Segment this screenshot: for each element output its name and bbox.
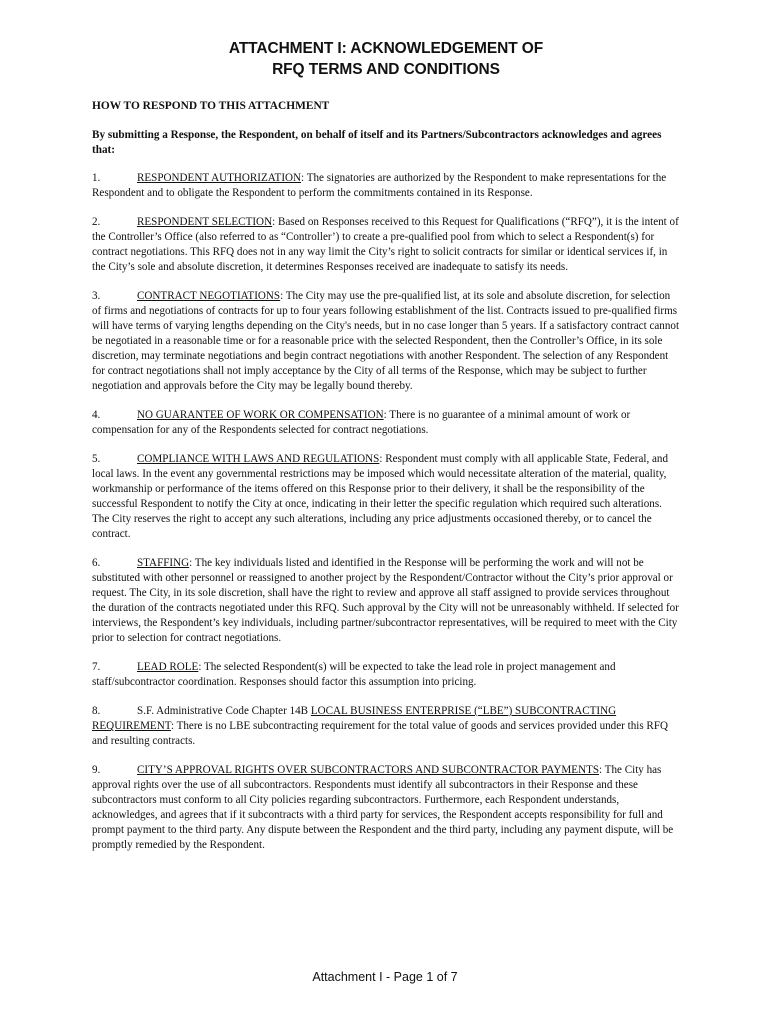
section-body: : There is no LBE subcontracting requirement for the total value of goods and services provided under this RFQ and resulting contracts.: [92, 720, 668, 747]
instructions-heading: HOW TO RESPOND TO THIS ATTACHMENT: [92, 100, 330, 112]
page-footer: Attachment I - Page 1 of 7: [312, 970, 458, 984]
section-heading: CITY’S APPROVAL RIGHTS OVER SUBCONTRACTORS AND SUBCONTRACTOR PAYMENTS: [137, 764, 600, 776]
section-3: [92, 289, 680, 394]
section-body: : The City may use the pre-qualified list, at its sole and absolute discretion, for selection of firms and negotiations of contracts for up to four years following establishment of the list. Contracts issued to pre-qualified firms will have terms of varying lengths depending on the City's needs, but in no case longer than 5 years. If a satisfactory contract cannot be negotiated in a reasonable time or for a reasonable price with the selected Respondent, then the Controller’s Office, in its sole discretion, may terminate negotiations and begin contract negotiations with another Respondent. The selection of any Respondent for contract negotiations shall not imply acceptance by the City of all terms of the Response, which may be subject to further negotiation and approvals before the City may be legally bound thereby.: [92, 290, 680, 392]
title-line-1: ATTACHMENT I: ACKNOWLEDGEMENT OF: [228, 40, 544, 57]
section-heading: CONTRACT NEGOTIATIONS: [137, 290, 281, 302]
section-number: 2.: [92, 216, 101, 228]
section-body: : The City has approval rights over the use of all subcontractors. Respondents must identify all subcontractors in their Response and these subcontractors must conform to all City policies regarding subcontractors. Furthermore, each Respondent understands, acknowledges, and agrees that if it subcontracts with a third party for services, the Respondent accepts responsibility for full and prompt payment to the third party. Any dispute between the Respondent and the third party, including any payment dispute, will be promptly remedied by the Respondent.: [92, 764, 674, 851]
section-number: 1.: [92, 172, 101, 184]
section-heading: STAFFING: [137, 557, 190, 569]
section-1: [92, 171, 680, 201]
section-2: [92, 215, 680, 275]
intro-paragraph: By submitting a Response, the Respondent, on behalf of itself and its Partners/Subcontractors acknowledges and agrees that:: [92, 129, 662, 156]
section-number: 7.: [92, 661, 101, 673]
section-body: : The signatories are authorized by the Respondent to make representations for the Respondent and to obligate the Respondent to perform the commitments contained in its Response.: [92, 172, 667, 199]
section-prefix: S.F. Administrative Code Chapter 14B: [137, 705, 311, 717]
section-4: [92, 408, 680, 438]
section-heading: LOCAL BUSINESS ENTERPRISE (“LBE”) SUBCONTRACTING REQUIREMENT: [92, 705, 617, 732]
section-body: : The selected Respondent(s) will be expected to take the lead role in project management and staff/subcontractor coordination. Responses should factor this assumption into pricing.: [92, 661, 616, 688]
section-number: 5.: [92, 453, 101, 465]
section-number: 3.: [92, 290, 101, 302]
section-7: [92, 660, 680, 690]
section-heading: RESPONDENT AUTHORIZATION: [137, 172, 302, 184]
section-body: : Based on Responses received to this Request for Qualifications (“RFQ”), it is the intent of the Controller’s Office (also referred to as “Controller’) to create a pre-qualified pool from which to select a Respondent(s) for contract negotiations. This RFQ does not in any way limit the City’s right to solicit contracts for similar or identical services if, in the City’s sole and absolute discretion, it determines Responses received are inadequate to satisfy its needs.: [92, 216, 679, 273]
section-8: [92, 704, 680, 749]
section-number: 4.: [92, 409, 101, 421]
section-number: 8.: [92, 705, 101, 717]
section-heading: LEAD ROLE: [137, 661, 199, 673]
title-line-2: RFQ TERMS AND CONDITIONS: [272, 61, 500, 78]
section-body: : The key individuals listed and identified in the Response will be performing the work and will not be substituted with other personnel or reassigned to another project by the Respondent/Contractor without the City’s prior approval or request. The City, in its sole discretion, shall have the right to review and approve all staff assigned to provide services throughout the duration of the contracts negotiated under this RFQ. Such approval by the City will not be unreasonably withheld. If selected for interviews, the Respondent’s key individuals, including partner/subcontractor representatives, will be required to meet with the City prior to selection for contract negotiations.: [92, 557, 679, 644]
section-5: [92, 452, 680, 542]
sections-list: [92, 171, 680, 853]
section-number: 9.: [92, 764, 101, 776]
section-heading: RESPONDENT SELECTION: [137, 216, 273, 228]
section-heading: COMPLIANCE WITH LAWS AND REGULATIONS: [137, 453, 380, 465]
section-6: [92, 556, 680, 646]
section-9: [92, 763, 680, 853]
section-body: : Respondent must comply with all applicable State, Federal, and local laws. In the event any governmental restrictions may be imposed which would necessitate alteration of the material, quality, workmanship or performance of the items offered on this Response prior to their delivery, it shall be the responsibility of the successful Respondent to notify the City at once, indicating in their letter the specific regulation which required such alterations. The City reserves the right to accept any such alterations, including any price adjustments occasioned thereby, or to cancel the contract.: [92, 453, 669, 540]
section-body: : There is no guarantee of a minimal amount of work or compensation for any of the Respondents selected for contract negotiations.: [92, 409, 631, 436]
section-heading: NO GUARANTEE OF WORK OR COMPENSATION: [137, 409, 384, 421]
page-title: [92, 38, 680, 80]
section-number: 6.: [92, 557, 101, 569]
